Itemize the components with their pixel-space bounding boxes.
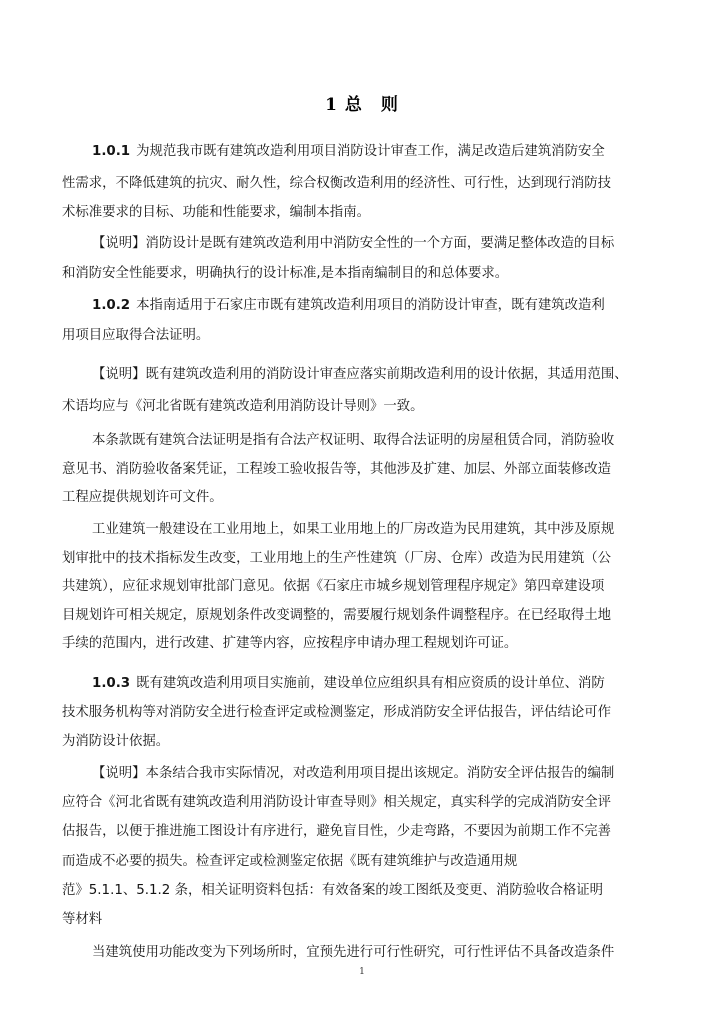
line-text: 本指南适用于石家庄市既有建筑改造利用项目的消防设计审查，既有建筑改造利 [136,298,605,313]
paragraph-line: 本条款既有建筑合法证明是指有合法产权证明、取得合法证明的房屋租赁合同，消防验收 [92,433,615,448]
paragraph-line: 而造成不必要的损失。检查评定或检测鉴定依据《既有建筑维护与改造通用规 [62,854,518,869]
paragraph-line: 术标准要求的目标、功能和性能要求，编制本指南。 [62,205,370,220]
paragraph-line: 用项目应取得合法证明。 [62,328,210,343]
paragraph-line: 工程应提供规划许可文件。 [62,490,223,505]
paragraph-line: 为消防设计依据。 [62,734,170,749]
clause-number: 1.0.2 [92,298,131,313]
paragraph-line: 工业建筑一般建设在工业用地上，如果工业用地上的厂房改造为民用建筑，其中涉及原规 [92,522,615,537]
line-text: 既有建筑改造利用项目实施前，建设单位应组织具有相应资质的设计单位、消防 [136,676,605,691]
paragraph-line: 意见书、消防验收备案凭证，工程竣工验收报告等，其他涉及扩建、加层、外部立面装修改造 [62,462,612,477]
paragraph-line: 共建筑），应征求规划审批部门意见。依据《石家庄市城乡规划管理程序规定》第四章建设项 [62,579,605,594]
paragraph-line: 和消防安全性能要求，明确执行的设计标准,是本指南编制目的和总体要求。 [62,266,509,281]
section-title: 1 总 则 [325,95,399,115]
paragraph-line: 范》5.1.1、5.1.2 条，相关证明资料包括：有效备案的竣工图纸及变更、消防验收合格证明 [62,883,604,898]
paragraph-line: 估报告，以便于推进施工图设计有序进行，避免盲目性，少走弯路，不要因为前期工作不完善 [62,824,612,839]
paragraph-line: 划审批中的技术指标发生改变，工业用地上的生产性建筑（厂房、仓库）改造为民用建筑（公 [62,551,612,566]
paragraph-line [92,675,605,693]
clause-number: 1.0.1 [92,144,131,159]
paragraph-line: 当建筑使用功能改变为下列场所时，宜预先进行可行性研究，可行性评估不具备改造条件 [92,945,615,960]
paragraph-line: 目规划许可相关规定，原规划条件改变调整的，需要履行规划条件调整程序。在已经取得土地 [62,608,612,623]
paragraph-line: 手续的范围内，进行改建、扩建等内容，应按程序申请办理工程规划许可证。 [62,636,518,651]
paragraph-line: 技术服务机构等对消防安全进行检查评定或检测鉴定，形成消防安全评估报告，评估结论可作 [62,705,612,720]
paragraph-line: 术语均应与《河北省既有建筑改造利用消防设计导则》一致。 [62,399,424,414]
line-text: 为规范我市既有建筑改造利用项目消防设计审查工作，满足改造后建筑消防安全 [136,144,605,159]
paragraph-line: 【说明】既有建筑改造利用的消防设计审查应落实前期改造利用的设计依据，其适用范围、 [92,367,628,382]
paragraph-line: 应符合《河北省既有建筑改造利用消防设计审查导则》相关规定，真实科学的完成消防安全评 [62,795,612,810]
paragraph-line: 【说明】消防设计是既有建筑改造利用中消防安全性的一个方面，要满足整体改造的目标 [92,236,615,251]
paragraph-line [92,297,605,315]
paragraph-line: 等材料 [62,912,103,927]
paragraph-line: 性需求，不降低建筑的抗灾、耐久性，综合权衡改造利用的经济性、可行性，达到现行消防技 [62,176,612,191]
paragraph-line [92,143,605,161]
page-number: 1 [359,967,365,977]
paragraph-line: 【说明】本条结合我市实际情况，对改造利用项目提出该规定。消防安全评估报告的编制 [92,766,615,781]
clause-number: 1.0.3 [92,676,131,691]
